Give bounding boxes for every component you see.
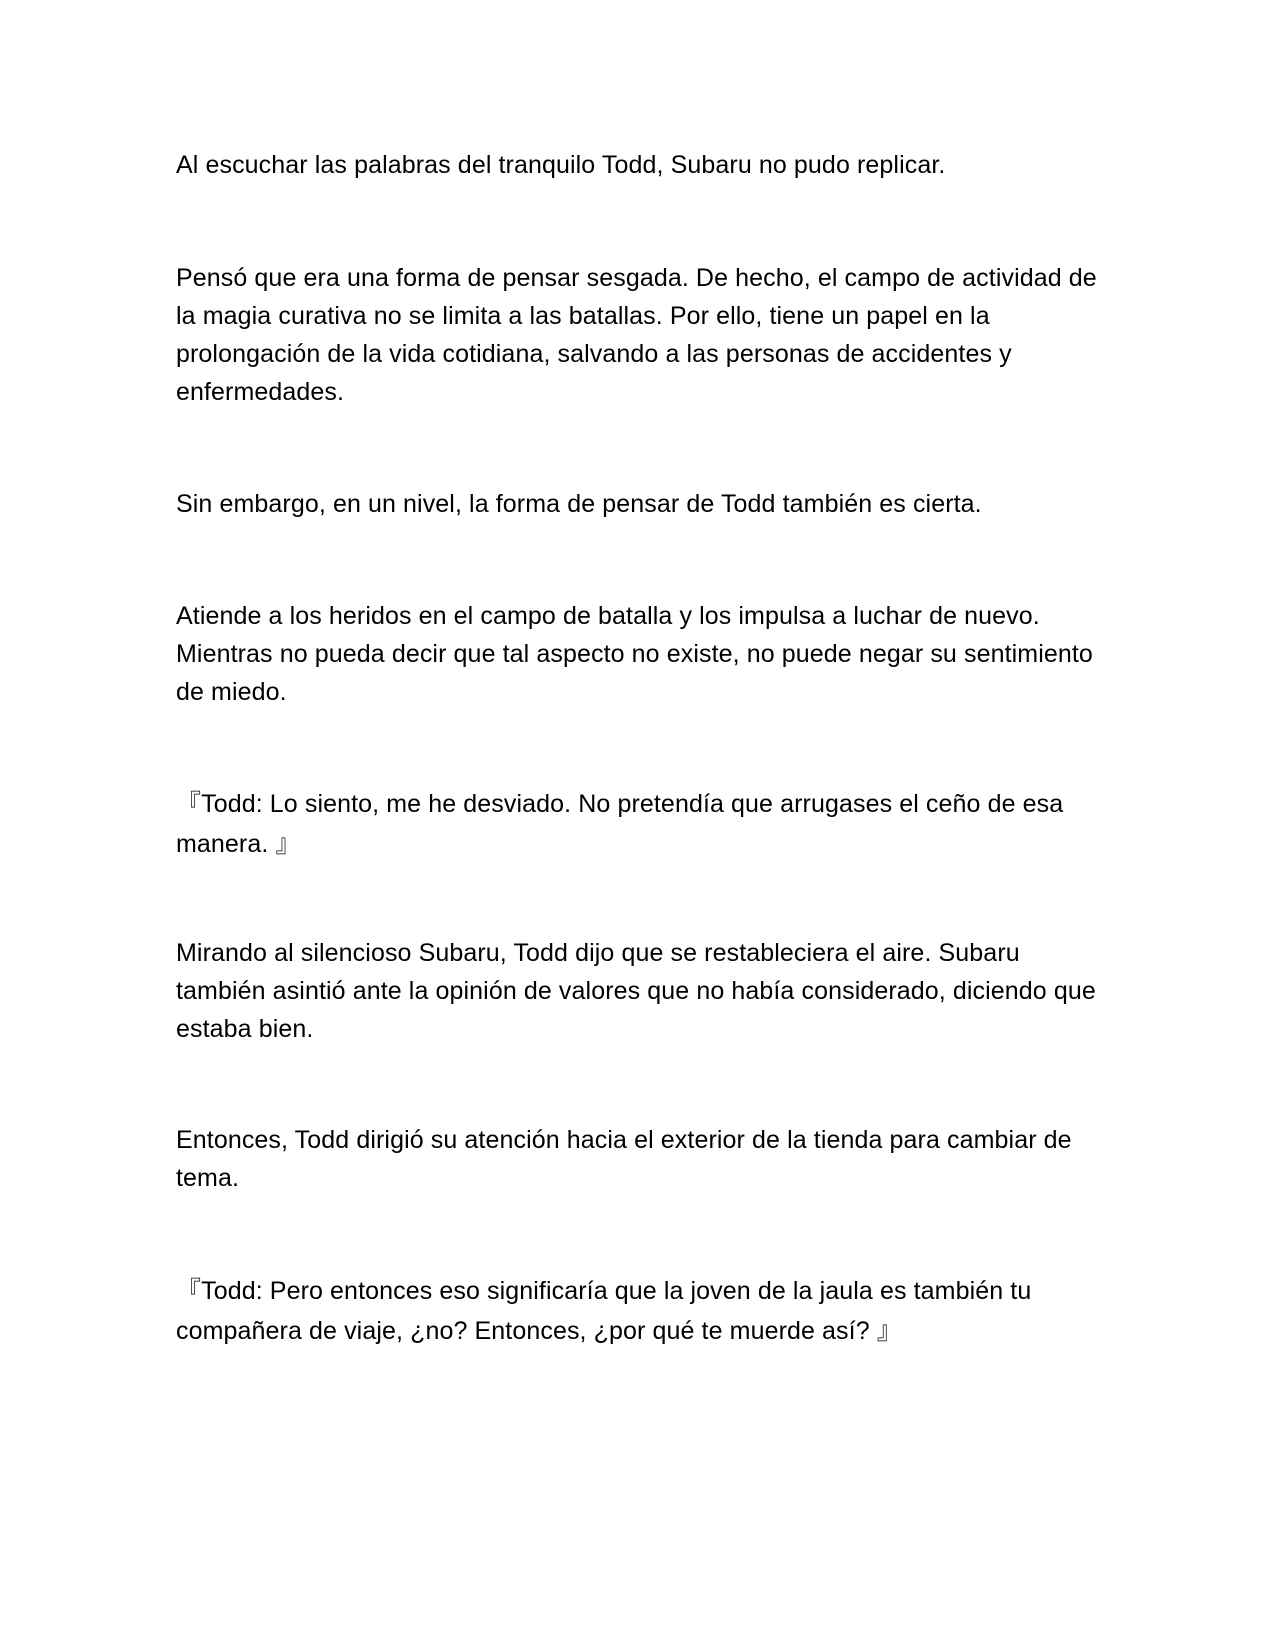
paragraph-6: Mirando al silencioso Subaru, Todd dijo que se restableciera el aire. Subaru también asintió ante la opinión de valores que no había considerado, diciendo que estaba bien. <box>176 939 1096 1043</box>
paragraph-7: Entonces, Todd dirigió su atención hacia el exterior de la tienda para cambiar de tema. <box>176 1126 1072 1192</box>
paragraph-3: Sin embargo, en un nivel, la forma de pensar de Todd también es cierta. <box>176 490 982 518</box>
dialogue-todd-1: 『Todd: Lo siento, me he desviado. No pretendía que arrugases el ceño de esa manera. 』 <box>176 790 1064 858</box>
paragraph-2: Pensó que era una forma de pensar sesgada. De hecho, el campo de actividad de la magia curativa no se limita a las batallas. Por ello, tiene un papel en la prolongación de la vida cotidiana, salvando a las personas de accidentes y enfermedades. <box>176 264 1097 406</box>
paragraph-1: Al escuchar las palabras del tranquilo Todd, Subaru no pudo replicar. <box>176 151 946 179</box>
dialogue-todd-2: 『Todd: Pero entonces eso significaría que la joven de la jaula es también tu compañera de viaje, ¿no? Entonces, ¿por qué te muerde así? 』 <box>176 1277 1032 1345</box>
paragraph-4: Atiende a los heridos en el campo de batalla y los impulsa a luchar de nuevo. Mientras no pueda decir que tal aspecto no existe, no puede negar su sentimiento de miedo. <box>176 602 1093 706</box>
